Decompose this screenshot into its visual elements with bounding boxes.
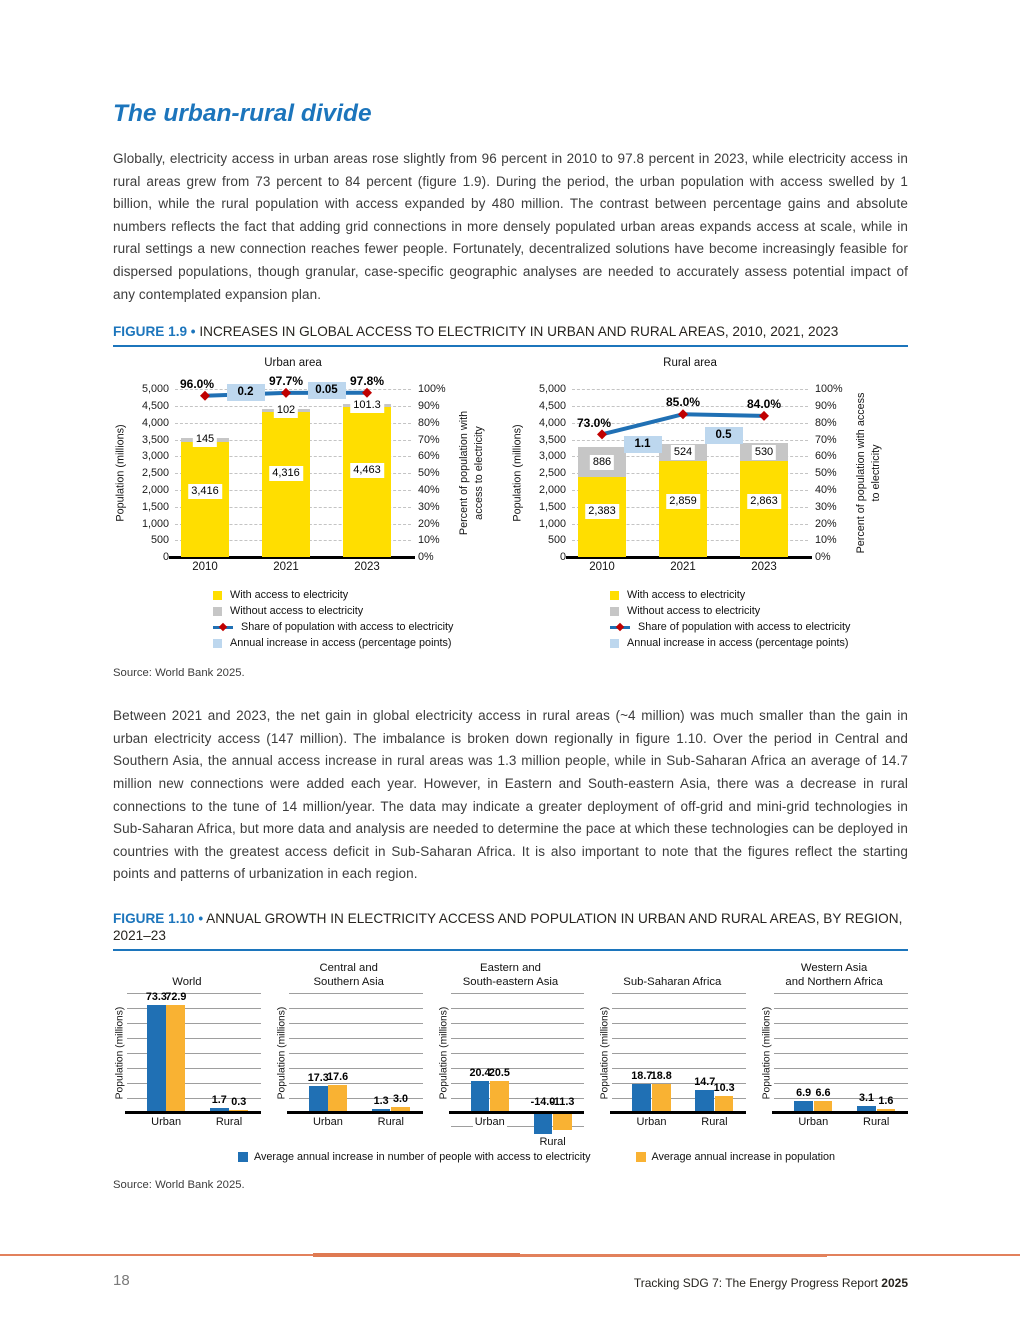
- gridline: [612, 1053, 746, 1054]
- y-axis-tick: 0: [559, 551, 566, 564]
- panel-y-label-text: Population (millions): [599, 1006, 611, 1100]
- y-axis-tick: 500: [150, 534, 169, 547]
- share-percent-label: 73.0%: [576, 415, 612, 430]
- chart-legend: [213, 587, 510, 651]
- bar-value-label: 2,859: [666, 494, 700, 509]
- region-panel: [437, 959, 585, 1148]
- y-axis-tick: 4,000: [538, 416, 566, 429]
- y2-axis-tick: 70%: [418, 433, 440, 446]
- y2-axis-tick: 100%: [815, 383, 843, 396]
- y-axis-tick: 2,000: [538, 483, 566, 496]
- bar-value-label: 102: [274, 403, 298, 418]
- footer-credit-text: Tracking SDG 7: The Energy Progress Report: [633, 1276, 878, 1290]
- bar-value-label: 17.6: [327, 1071, 349, 1084]
- footer-credit-year: 2025: [881, 1276, 908, 1290]
- gridline: [774, 1008, 908, 1009]
- x-axis-tick-label: 2010: [192, 561, 218, 574]
- legend-label: Annual increase in access (percentage points): [230, 637, 452, 650]
- bar-value-label: 18.8: [650, 1069, 672, 1082]
- panel-y-label: [275, 993, 289, 1113]
- y2-axis-tick: 80%: [418, 416, 440, 429]
- panel-y-label-text: Population (millions): [276, 1006, 288, 1100]
- bar-value-label: -14.0: [530, 1095, 556, 1108]
- y2-axis-label-line: Percent of population with: [458, 411, 470, 536]
- figure-1-10-source: Source: World Bank 2025.: [113, 1178, 245, 1191]
- x-axis-tick-label: 2010: [589, 561, 615, 574]
- y-axis-label: [510, 389, 526, 557]
- orange-legend-swatch: [636, 1152, 646, 1162]
- panel-title-line: Eastern and: [480, 961, 541, 974]
- y2-axis-tick: 20%: [815, 517, 837, 530]
- y-axis-tick: 1,500: [538, 500, 566, 513]
- panel-title: [113, 959, 261, 989]
- bar-value-label: 524: [671, 445, 695, 460]
- panel-title: [275, 959, 423, 989]
- gridline: [451, 1008, 585, 1009]
- panel-y-label-text: Population (millions): [114, 1006, 126, 1100]
- gridline: [774, 1038, 908, 1039]
- page-number: 18: [113, 1272, 130, 1289]
- gridline: [289, 1053, 423, 1054]
- y-axis-tick: 3,000: [538, 450, 566, 463]
- legend-item: [213, 603, 510, 619]
- y2-axis-label: [852, 389, 886, 557]
- panel-body: [113, 990, 261, 1128]
- share-marker-diamond: [678, 409, 688, 419]
- annual-increase-box: 0.05: [308, 382, 346, 399]
- paragraph-1: Globally, electricity access in urban areas rose slightly from 96 percent in 2010 to 97.8 percent in 2023, while electricity access in rural areas grew from 73 percent to 84 percent (figure 1.9). During the period, the urban population with access swelled by 1 billion, while the rural population with access expanded by 480 million. The contrast between percentage gains and absolute numbers reflects the fact that adding grid connections in more densely populated urban areas expands access at scale, while in rural settings a new connection reaches fewer people. Fortunately, decentralized solutions have become increasingly feasible for dispersed populations, though granular, case-specific geographic analyses are needed to accurately assess potential impact of any contemplated expansion plan.: [113, 151, 908, 302]
- y2-axis-label-text: [854, 393, 884, 554]
- chart-legend: [610, 587, 907, 651]
- legend-label: Share of population with access to electricity: [241, 621, 454, 634]
- bar-value-label: 3,416: [188, 484, 222, 499]
- bar-access-increase: [471, 1081, 490, 1111]
- legend-label: Annual increase in access (percentage points): [627, 637, 849, 650]
- gridline: [774, 1053, 908, 1054]
- gridline: [612, 1008, 746, 1009]
- chart-body: [113, 373, 510, 564]
- y2-axis-tick: 30%: [815, 500, 837, 513]
- panel-y-label-text: Population (millions): [761, 1006, 773, 1100]
- legend-item: [636, 1151, 835, 1163]
- bar-value-label: 1.3: [373, 1095, 389, 1108]
- panel-body: [437, 993, 585, 1148]
- bar-access-increase: [857, 1106, 876, 1110]
- share-percent-label: 84.0%: [746, 397, 782, 412]
- gridline: [289, 1068, 423, 1069]
- footer-rule-segment: [313, 1253, 520, 1257]
- legend-label: With access to electricity: [230, 589, 349, 602]
- panel-title-line: and Northern Africa: [785, 975, 883, 988]
- x-axis-tick-label: Urban: [798, 1115, 829, 1128]
- share-percent-label: 97.7%: [268, 374, 304, 389]
- figure-1-9-source: Source: World Bank 2025.: [113, 667, 245, 680]
- gridline: [774, 1083, 908, 1084]
- gridline: [774, 1068, 908, 1069]
- legend-item: [238, 1151, 591, 1163]
- bar-access-increase: [309, 1086, 328, 1111]
- bar-value-label: 6.6: [815, 1087, 831, 1100]
- gridline: [289, 993, 423, 994]
- y-axis-tick: 500: [547, 534, 566, 547]
- bar-value-label: 3.0: [393, 1092, 409, 1105]
- y2-axis-tick: 0%: [418, 551, 434, 564]
- y-axis-label: [113, 389, 129, 557]
- gridline: [451, 993, 585, 994]
- y2-axis-tick: 20%: [418, 517, 440, 530]
- y2-axis-tick: 30%: [418, 500, 440, 513]
- y2-axis-tick: 40%: [418, 483, 440, 496]
- bar-value-label: 101.3: [350, 398, 384, 413]
- blue-legend-swatch: [238, 1152, 248, 1162]
- y-axis-tick: 5,000: [141, 383, 169, 396]
- y2-axis-label-line: to electricity: [870, 444, 882, 502]
- y-axis-tick: 4,500: [538, 399, 566, 412]
- bar-population-increase: [391, 1107, 410, 1111]
- share-marker-diamond: [362, 388, 372, 398]
- panel-y-label: [760, 993, 774, 1113]
- bar-value-label: 3.1: [858, 1092, 875, 1105]
- x-axis-tick-label: 2023: [354, 561, 380, 574]
- x-axis-tick-label: 2021: [273, 561, 299, 574]
- y2-axis-label-text: [457, 411, 487, 535]
- panel-title-line: World: [172, 975, 202, 988]
- plot-area: [175, 373, 411, 557]
- access-share-line: [572, 389, 808, 557]
- footer-rule-segment: [520, 1254, 827, 1257]
- annual-increase-box: 1.1: [624, 436, 662, 453]
- panel-y-label: [437, 993, 451, 1113]
- legend-label: Share of population with access to electricity: [638, 621, 851, 634]
- bar-value-label: 4,463: [350, 463, 384, 478]
- figure-1-9-rule: [113, 345, 908, 347]
- bar-access-increase: [534, 1114, 553, 1134]
- gridline: [289, 1038, 423, 1039]
- x-axis-labels: [175, 561, 411, 577]
- bar-population-increase: [328, 1085, 347, 1111]
- y2-axis-tick: 40%: [815, 483, 837, 496]
- x-axis-line: [125, 1111, 261, 1114]
- legend-label: Without access to electricity: [230, 605, 364, 618]
- figure-1-9-charts: [113, 357, 908, 651]
- panel-title-line: Western Asia: [800, 961, 868, 974]
- panel-plot: [289, 993, 423, 1128]
- bar-value-label: 73.3: [145, 990, 167, 1003]
- share-marker-diamond: [759, 411, 769, 421]
- x-axis-tick-label: 2021: [670, 561, 696, 574]
- panel-body: [760, 993, 908, 1128]
- annual-increase-box: 0.2: [227, 384, 265, 401]
- figure-1-10-label: FIGURE 1.10 •: [113, 910, 204, 926]
- legend-item: [610, 587, 907, 603]
- bar-value-label: 2,863: [747, 494, 781, 509]
- y2-axis-tick: 80%: [815, 416, 837, 429]
- y2-axis-tick: 0%: [815, 551, 831, 564]
- y2-axis-tick: 60%: [815, 450, 837, 463]
- legend-item: [610, 635, 907, 651]
- legend-label: Average annual increase in number of people with access to electricity: [254, 1150, 591, 1163]
- y-axis-tick: 2,500: [538, 467, 566, 480]
- y2-axis-tick: 90%: [815, 399, 837, 412]
- section-title: The urban-rural divide: [113, 100, 372, 127]
- bar-access-increase: [632, 1084, 651, 1111]
- chart-body: [510, 383, 907, 564]
- chart-title: Urban area: [264, 357, 322, 370]
- panel-plot: [127, 990, 261, 1128]
- gridline: [612, 1068, 746, 1069]
- figure-1-10-title: ANNUAL GROWTH IN ELECTRICITY ACCESS AND POPULATION IN URBAN AND RURAL AREAS, BY REGION, 2021–23: [113, 910, 903, 943]
- rural-area-chart: [510, 357, 907, 651]
- y2-axis-tick: 100%: [418, 383, 446, 396]
- x-axis-tick-label: Urban: [151, 1115, 182, 1128]
- y-axis-tick: 3,500: [538, 433, 566, 446]
- y-axis-tick: 1,000: [141, 517, 169, 530]
- y-axis-ticks: [526, 383, 572, 564]
- panel-title-line: Sub-Saharan Africa: [623, 975, 722, 988]
- y2-axis-tick: 10%: [418, 534, 440, 547]
- bar-value-label: 1.7: [211, 1094, 227, 1107]
- y-axis-label-text: Population (millions): [114, 424, 127, 522]
- annual-legend-swatch: [610, 639, 619, 648]
- y-axis-tick: 1,000: [538, 517, 566, 530]
- share-percent-label: 97.8%: [349, 373, 385, 388]
- region-panel: [275, 959, 423, 1128]
- x-axis-tick-label: Rural: [215, 1115, 243, 1128]
- x-axis-tick-label: Rural: [539, 1135, 566, 1148]
- panel-title: [760, 959, 908, 989]
- bar-population-increase: [553, 1114, 572, 1130]
- y-axis-tick: 0: [162, 551, 169, 564]
- gridline: [451, 1038, 585, 1039]
- x-axis-tick-label: Rural: [863, 1115, 890, 1128]
- y-axis-tick: 2,000: [141, 483, 169, 496]
- region-panel: [598, 959, 746, 1128]
- panel-body: [598, 993, 746, 1128]
- bar-value-label: 6.9: [796, 1086, 812, 1099]
- panel-plot: [451, 993, 585, 1148]
- bar-access-increase: [147, 1005, 166, 1111]
- legend-diamond-icon: [616, 623, 624, 631]
- x-axis-line: [610, 1111, 746, 1114]
- bar-population-increase: [814, 1101, 833, 1111]
- figure-1-9-label: FIGURE 1.9 •: [113, 324, 196, 340]
- chart-title: Rural area: [663, 357, 717, 370]
- share-marker-diamond: [200, 391, 210, 401]
- figure-1-10-charts: [113, 959, 908, 1148]
- footer-credit: [634, 1276, 908, 1290]
- x-axis-line: [772, 1111, 908, 1114]
- legend-label: Without access to electricity: [627, 605, 761, 618]
- access-legend-swatch: [213, 591, 222, 600]
- share-marker-diamond: [281, 388, 291, 398]
- gridline: [289, 1008, 423, 1009]
- bar-value-label: 145: [193, 432, 217, 447]
- y2-axis-tick: 50%: [815, 467, 837, 480]
- panel-title: [598, 959, 746, 989]
- y2-axis-ticks: [411, 383, 455, 564]
- bar-population-increase: [715, 1096, 734, 1111]
- access-share-line: [175, 389, 411, 557]
- noaccess-legend-swatch: [213, 607, 222, 616]
- y-axis-tick: 1,500: [141, 500, 169, 513]
- x-axis-tick-label: Urban: [474, 1115, 505, 1128]
- urban-area-chart: [113, 357, 510, 651]
- annual-increase-box: 0.5: [705, 427, 743, 444]
- gridline: [612, 1023, 746, 1024]
- y2-axis-tick: 50%: [418, 467, 440, 480]
- figure-1-9-title: INCREASES IN GLOBAL ACCESS TO ELECTRICITY IN URBAN AND RURAL AREAS, 2010, 2021, 2023: [199, 324, 839, 340]
- legend-item: [213, 619, 510, 635]
- panel-y-label-text: Population (millions): [438, 1006, 450, 1100]
- y2-axis-label: [455, 389, 489, 557]
- paragraph-2: Between 2021 and 2023, the net gain in global electricity access in rural areas (~4 million) was much smaller than the gain in urban electricity access (147 million). The imbalance is broken down regionally in figure 1.10. Over the period in Central and Southern Asia, the annual access increase in rural areas was 1.3 million people, while in Sub-Saharan Africa an average of 14.7 million new connections were added each year. However, in Eastern and South-eastern Asia, there was a decrease in rural connections to the tune of 14 million/year. The data may indicate a greater deployment of off-grid and mini-grid technologies in Sub-Saharan Africa, but more data and analysis are needed to determine the pace at which these technologies can be deployed in countries with the greatest access deficit in Sub-Saharan Africa. It is also important to note that the figures reflect the starting points and patterns of urbanization in each region.: [113, 708, 908, 882]
- panel-plot: [774, 993, 908, 1128]
- y2-axis-tick: 10%: [815, 534, 837, 547]
- footer-rule: [0, 1252, 1020, 1258]
- share-marker-diamond: [597, 430, 607, 440]
- legend-label: With access to electricity: [627, 589, 746, 602]
- figure-1-10-legend: [238, 1151, 908, 1163]
- x-axis-tick-label: Rural: [377, 1115, 404, 1128]
- x-axis-tick-label: Urban: [636, 1115, 667, 1128]
- panel-y-label: [113, 993, 127, 1113]
- y2-axis-label-line: Percent of population with access: [855, 392, 867, 554]
- region-panel: [760, 959, 908, 1128]
- figure-1-10-heading: [113, 910, 908, 944]
- y-axis-label-text: Population (millions): [511, 424, 524, 522]
- y-axis-tick: 2,500: [141, 467, 169, 480]
- gridline: [451, 1053, 585, 1054]
- panel-title-line: Central and: [319, 961, 378, 974]
- y2-axis-ticks: [808, 383, 852, 564]
- y2-axis-tick: 90%: [418, 399, 440, 412]
- annual-legend-swatch: [213, 639, 222, 648]
- access-legend-swatch: [610, 591, 619, 600]
- gridline: [451, 1023, 585, 1024]
- share-percent-label: 85.0%: [665, 395, 701, 410]
- figure-1-10-rule: [113, 949, 908, 951]
- bar-value-label: 14.7: [694, 1075, 716, 1088]
- legend-diamond-icon: [219, 623, 227, 631]
- bar-value-label: 10.3: [713, 1081, 735, 1094]
- y2-axis-tick: 60%: [418, 450, 440, 463]
- bar-value-label: 2,383: [585, 504, 619, 519]
- bar-access-increase: [695, 1090, 714, 1111]
- y-axis-tick: 3,500: [141, 433, 169, 446]
- bar-value-label: 1.6: [878, 1094, 894, 1107]
- share-percent-label: 96.0%: [179, 376, 215, 391]
- bar-population-increase: [490, 1081, 509, 1111]
- legend-item: [610, 603, 907, 619]
- legend-label: Average annual increase in population: [651, 1150, 835, 1163]
- bar-access-increase: [372, 1109, 391, 1111]
- panel-title-line: Southern Asia: [313, 975, 384, 988]
- gridline: [774, 993, 908, 994]
- y-axis-tick: 4,000: [141, 416, 169, 429]
- gridline: [774, 1023, 908, 1024]
- x-axis-line: [287, 1111, 423, 1114]
- bar-population-increase: [877, 1109, 896, 1111]
- gridline: [612, 1038, 746, 1039]
- bar-population-increase: [652, 1084, 671, 1111]
- bar-access-increase: [794, 1101, 813, 1111]
- panel-body: [275, 993, 423, 1128]
- plot-area: [572, 389, 808, 557]
- bar-population-increase: [166, 1005, 185, 1111]
- y-axis-tick: 5,000: [538, 383, 566, 396]
- y2-axis-label-line: access to electricity: [473, 426, 485, 520]
- bar-access-increase: [210, 1108, 229, 1110]
- gridline: [612, 993, 746, 994]
- legend-item: [213, 587, 510, 603]
- x-axis-tick-label: Urban: [312, 1115, 343, 1128]
- gridline: [289, 1023, 423, 1024]
- bar-value-label: 17.3: [307, 1071, 329, 1084]
- panel-title-line: South-eastern Asia: [462, 975, 559, 988]
- region-panel: [113, 959, 261, 1128]
- panel-y-label: [598, 993, 612, 1113]
- bar-value-label: 4,316: [269, 466, 303, 481]
- noaccess-legend-swatch: [610, 607, 619, 616]
- bar-value-label: 20.4: [469, 1067, 491, 1080]
- bar-value-label: 530: [752, 445, 776, 460]
- bar-value-label: 18.7: [631, 1069, 653, 1082]
- y-axis-tick: 4,500: [141, 399, 169, 412]
- legend-item: [610, 619, 907, 635]
- bar-value-label: 886: [590, 455, 614, 470]
- figure-1-9-heading: [113, 323, 908, 340]
- y2-axis-tick: 70%: [815, 433, 837, 446]
- share-legend-swatch: [610, 623, 630, 632]
- bar-value-label: 20.5: [488, 1067, 510, 1080]
- bar-value-label: 72.9: [165, 991, 187, 1004]
- panel-plot: [612, 993, 746, 1128]
- y-axis-tick: 3,000: [141, 450, 169, 463]
- x-axis-labels: [572, 561, 808, 577]
- y-axis-ticks: [129, 383, 175, 564]
- share-legend-swatch: [213, 623, 233, 632]
- panel-title: [437, 959, 585, 989]
- x-axis-tick-label: Rural: [701, 1115, 728, 1128]
- x-axis-tick-label: 2023: [751, 561, 777, 574]
- bar-value-label: 0.3: [231, 1096, 247, 1109]
- legend-item: [213, 635, 510, 651]
- bar-value-label: -11.3: [550, 1095, 575, 1108]
